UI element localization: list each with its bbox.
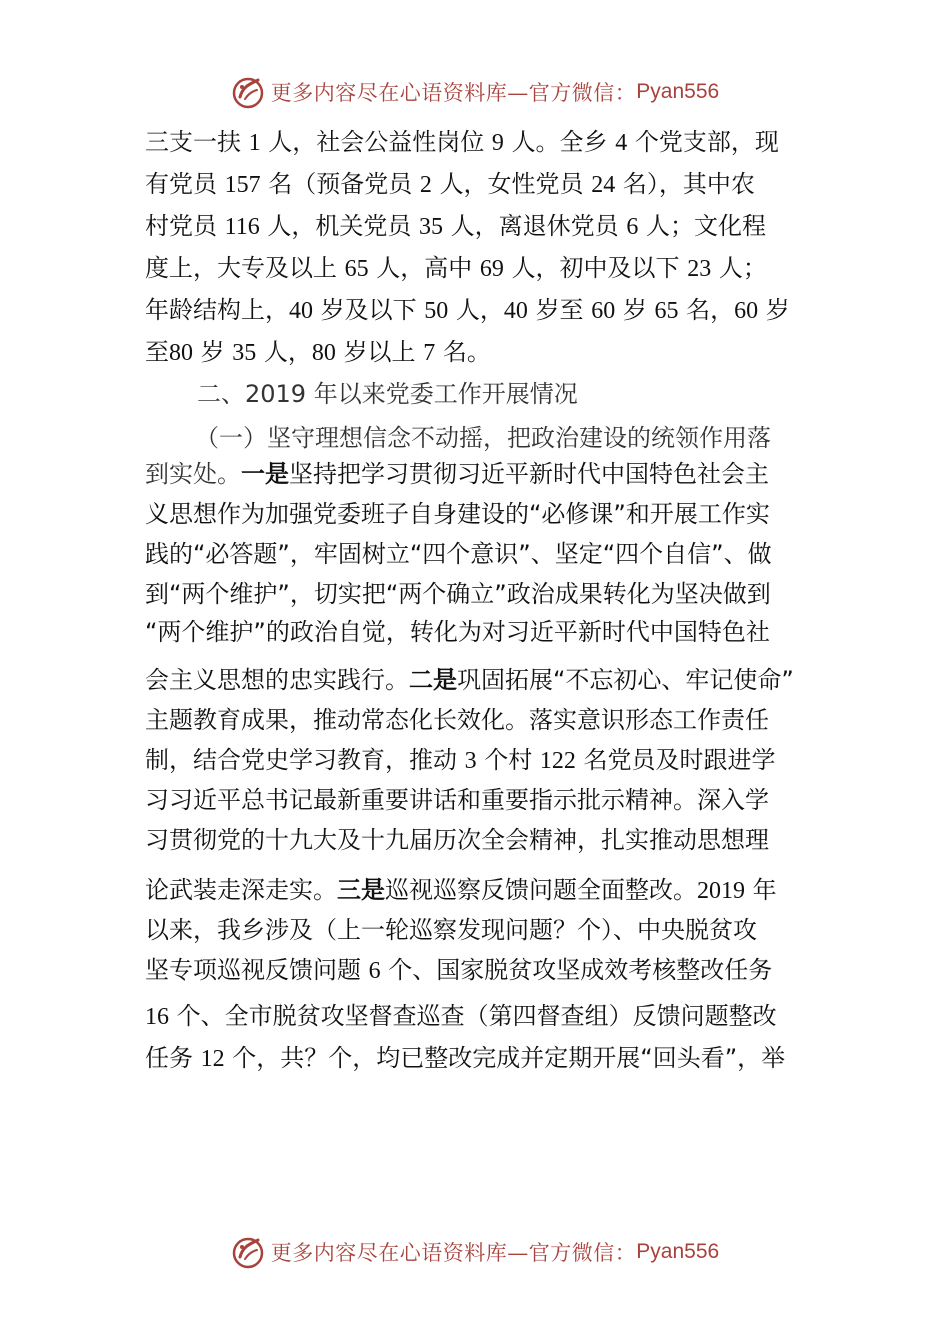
text-line: 主题教育成果，推动常态化长效化。落实意识形态工作责任	[145, 706, 769, 734]
text-line: 到“两个维护”，切实把“两个确立”政治成果转化为坚决做到	[145, 580, 771, 608]
header-text: 更多内容尽在心语资料库—官方微信：	[270, 81, 637, 105]
text-line: 任务 12 个，共？个，均已整改完成并定期开展“回头看”，举	[145, 1044, 786, 1072]
text-line: 三支一扶 1 人，社会公益性岗位 9 人。全乡 4 个党支部，现	[145, 128, 779, 156]
text-line: 16 个、全市脱贫攻坚督查巡查（第四督查组）反馈问题整改	[145, 1002, 777, 1030]
text-line: 习贯彻党的十九大及十九届历次全会精神，扎实推动思想理	[145, 826, 769, 854]
text-line: 会主义思想的忠实践行。二是巩固拓展“不忘初心、牢记使命”	[145, 666, 794, 694]
text-line: 义思想作为加强党委班子自身建设的“必修课”和开展工作实	[145, 500, 770, 528]
subsection-heading: （一）坚守理想信念不动摇，把政治建设的统领作用落	[195, 424, 771, 452]
footer-contact: Pyan556	[636, 1240, 720, 1263]
text-line: 村党员 116 人，机关党员 35 人，离退休党员 6 人；文化程	[145, 212, 766, 240]
text-line: 有党员 157 名（预备党员 2 人，女性党员 24 名），其中农	[145, 170, 755, 198]
text-line: 年龄结构上，40 岁及以下 50 人，40 岁至 60 岁 65 名，60 岁	[145, 296, 790, 324]
logo-seal-icon	[231, 75, 265, 109]
text-line: 论武装走深走实。三是巡视巡察反馈问题全面整改。2019 年	[145, 876, 777, 904]
footer-text: 更多内容尽在心语资料库—官方微信：	[270, 1241, 637, 1265]
text-line: 坚专项巡视反馈问题 6 个、国家脱贫攻坚成效考核整改任务	[145, 956, 773, 984]
section-heading: 二、2019 年以来党委工作开展情况	[197, 380, 578, 408]
text-line: 以来，我乡涉及（上一轮巡察发现问题？个）、中央脱贫攻	[145, 916, 757, 944]
header-banner	[0, 72, 950, 112]
text-line: 践的“必答题”，牢固树立“四个意识”、坚定“四个自信”、做	[145, 540, 772, 568]
text-line: 到实处。一是坚持把学习贯彻习近平新时代中国特色社会主	[145, 460, 769, 488]
text-line: 习习近平总书记最新重要讲话和重要指示批示精神。深入学	[145, 786, 769, 814]
logo-seal-icon	[231, 1235, 265, 1269]
text-line: “两个维护”的政治自觉，转化为对习近平新时代中国特色社	[145, 618, 770, 646]
footer-banner	[0, 1232, 950, 1272]
header-contact: Pyan556	[636, 80, 720, 103]
text-line: 制，结合党史学习教育，推动 3 个村 122 名党员及时跟进学	[145, 746, 776, 774]
text-line: 至80 岁 35 人，80 岁以上 7 名。	[145, 338, 491, 366]
text-line: 度上，大专及以上 65 人，高中 69 人，初中及以下 23 人；	[145, 254, 767, 282]
